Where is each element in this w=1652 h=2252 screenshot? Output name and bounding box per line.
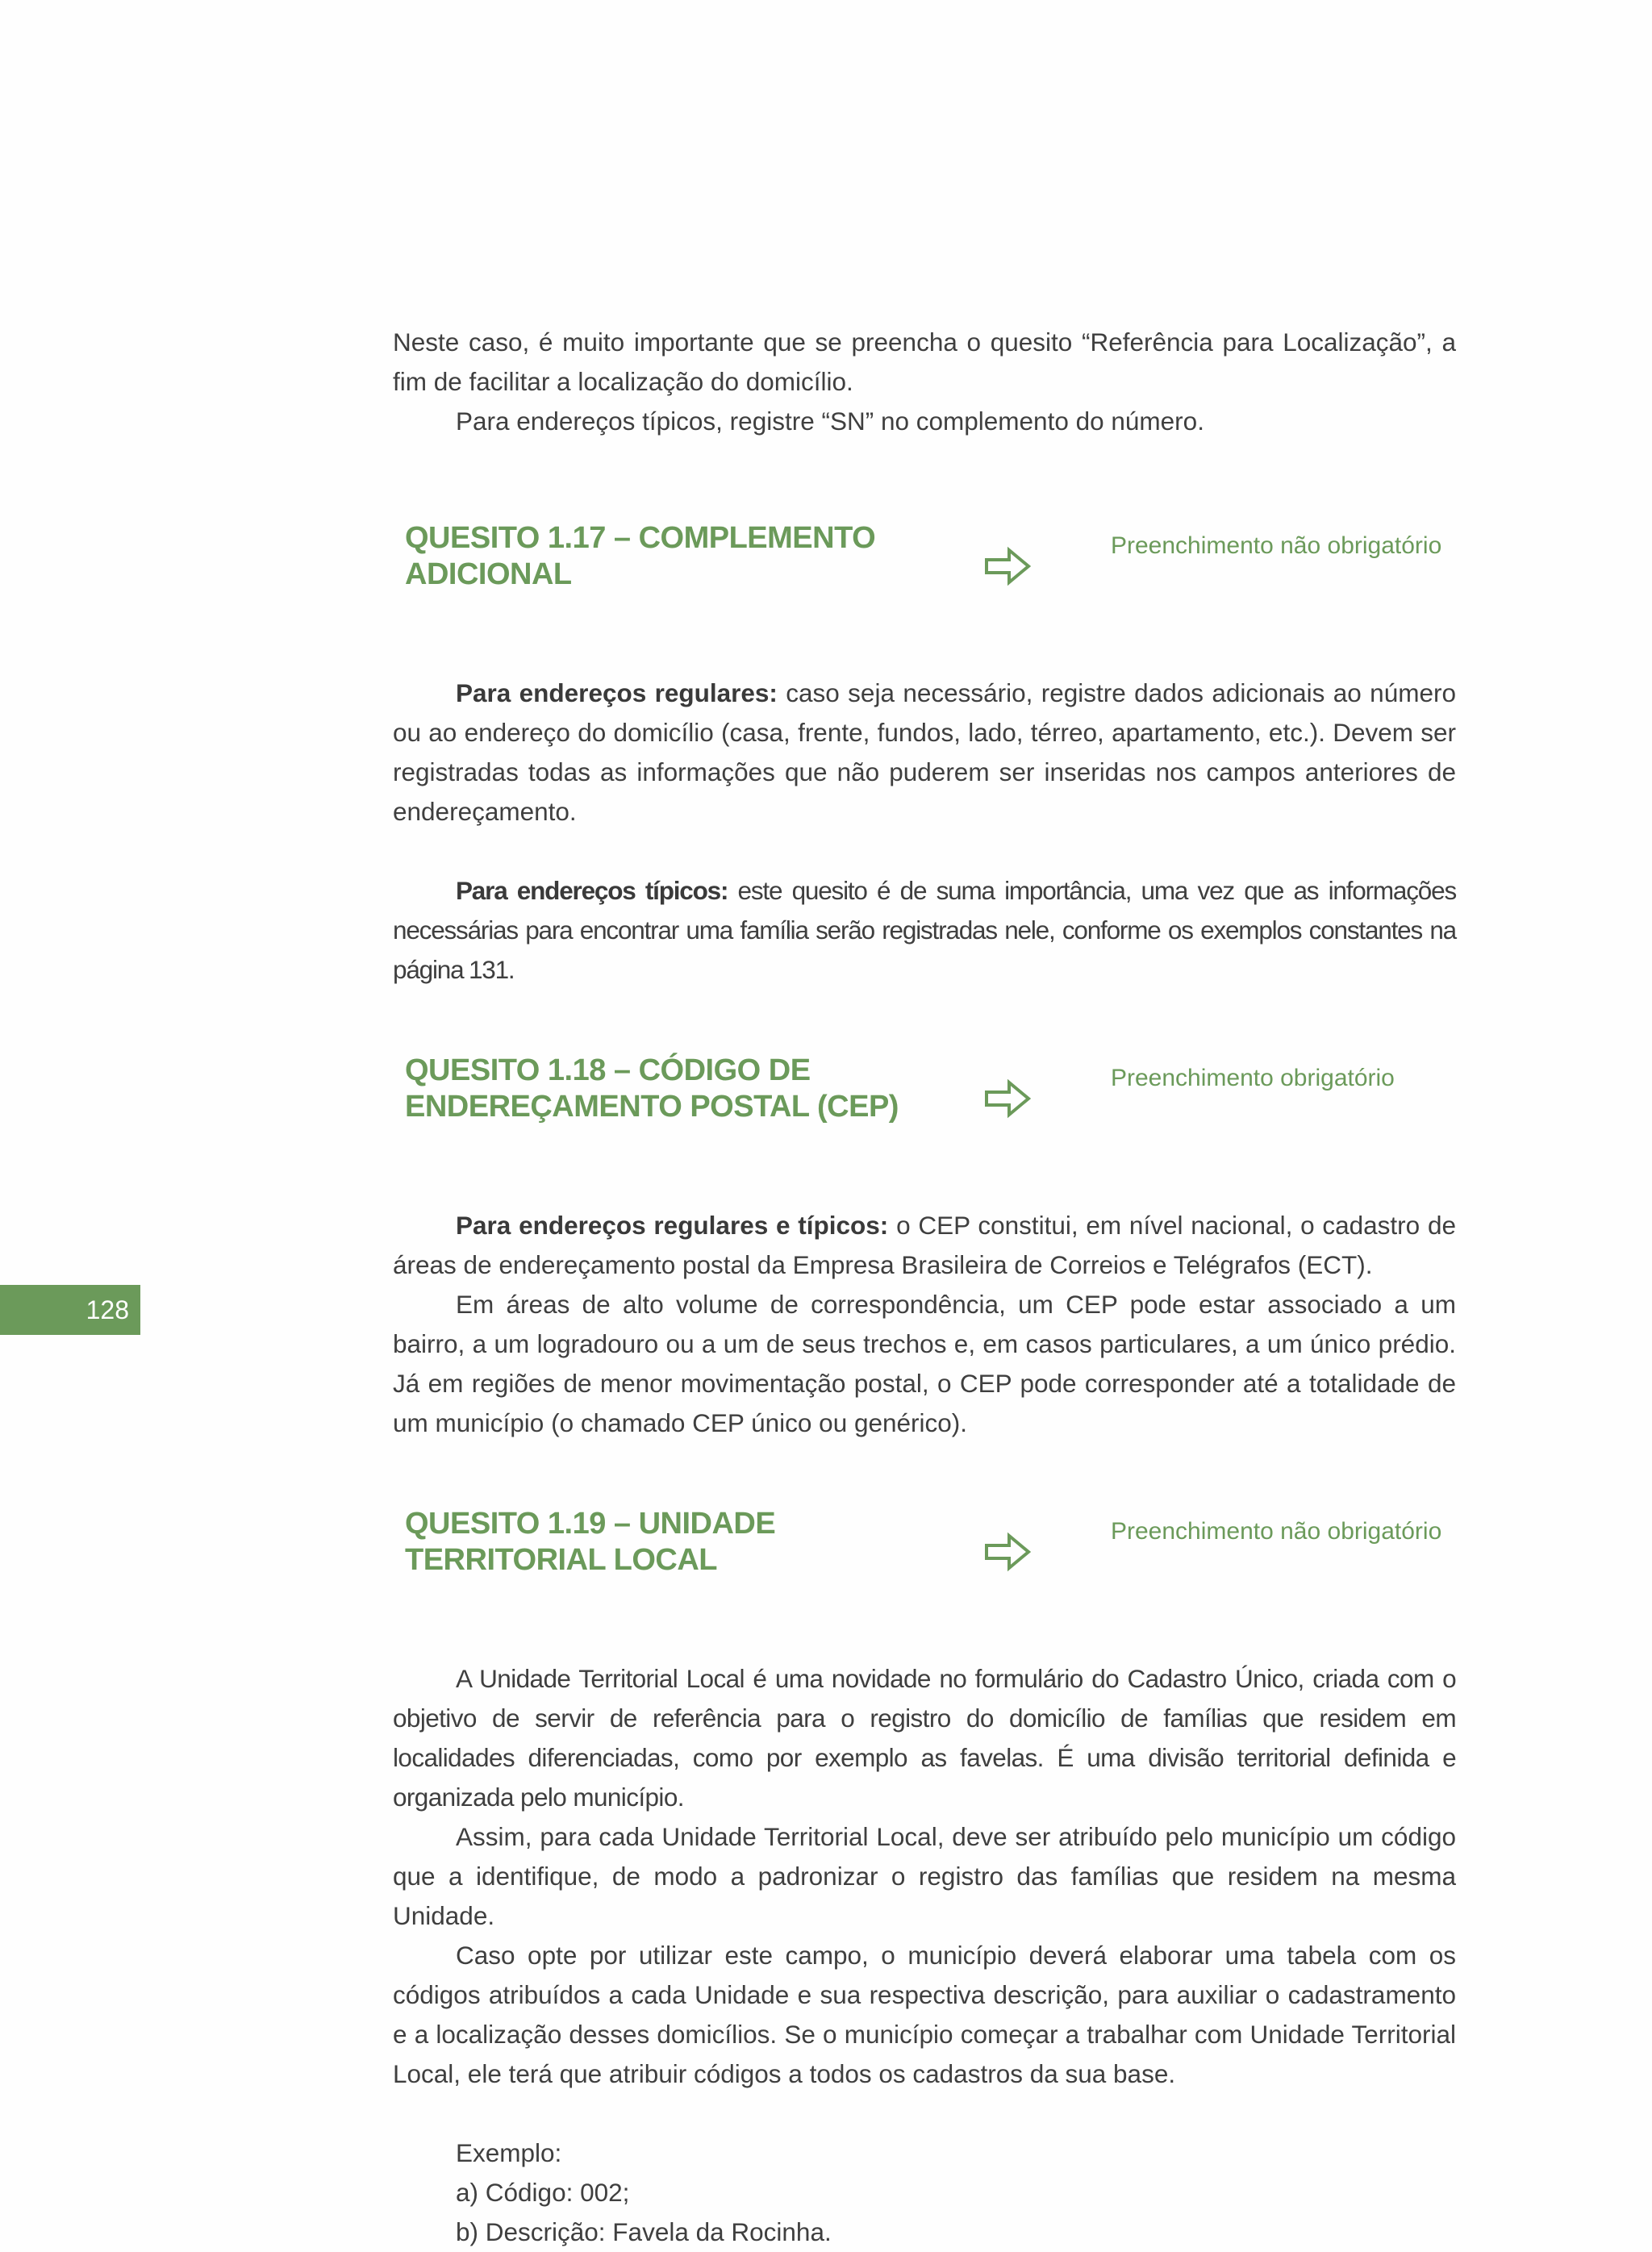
utl-table-paragraph: Caso opte por utilizar este campo, o município deverá elaborar uma tabela com os códigos atribuídos a cada Unidade e sua respectiva descrição, para auxiliar o cadastramento e a localização desses domicílios. Se o município começar a trabalhar com Unidade Territorial Local, ele terá que atribuir códigos a todos os cadastros da sua base. [393,1941,1456,2088]
page-number-tab [0,1285,140,1335]
paragraph-lead: Para endereços típicos: [456,876,728,905]
quesito-title: QUESITO 1.18 – CÓDIGO DE ENDEREÇAMENTO POSTAL (CEP) [405,1053,899,1124]
example-code: a) Código: 002; [456,2178,630,2207]
page-content [393,323,1456,2252]
arrow-right-outline-icon [984,546,1031,586]
quesito-1-19-header [405,1506,1456,1603]
page-number: 128 [86,1295,129,1324]
arrow-right-outline-icon [984,1532,1031,1572]
paragraph-lead: Para endereços regulares e típicos: [456,1211,889,1240]
quesito-title: QUESITO 1.17 – COMPLEMENTO ADICIONAL [405,521,876,591]
utl-definition-paragraph: A Unidade Territorial Local é uma novidade no formulário do Cadastro Único, criada com o objetivo de servir de referência para o registro do domicílio de famílias que residem em localidades diferenciadas, como por exemplo as favelas. É uma divisão territorial definida e organizada pelo município. [393,1664,1456,1812]
fill-status: Preenchimento não obrigatório [1111,1518,1442,1545]
intro-paragraph: Neste caso, é muito importante que se preencha o quesito “Referência para Localização”, a fim de facilitar a localização do domicílio. [393,327,1456,396]
example-description: b) Descrição: Favela da Rocinha. [456,2217,832,2246]
intro-paragraph-typical: Para endereços típicos, registre “SN” no complemento do número. [456,407,1204,436]
quesito-title: QUESITO 1.19 – UNIDADE TERRITORIAL LOCAL [405,1507,776,1577]
utl-code-paragraph: Assim, para cada Unidade Territorial Local, deve ser atribuído pelo município um código que a identifique, de modo a padronizar o registro das famílias que residem na mesma Unidade. [393,1822,1456,1930]
example-block [393,2133,1456,2252]
regular-address-paragraph: Para endereços regulares: caso seja necessário, registre dados adicionais ao número ou ao endereço do domicílio (casa, frente, fundos, lado, térreo, apartamento, etc.). Devem ser registradas todas as informações que não puderem ser inseridas nos campos anteriores de endereçamento. [393,678,1456,826]
example-label: Exemplo: [456,2138,562,2167]
arrow-right-outline-icon [984,1078,1031,1119]
fill-status: Preenchimento obrigatório [1111,1065,1395,1091]
paragraph-lead: Para endereços regulares: [456,678,778,707]
quesito-1-17-header [405,520,1456,617]
quesito-1-18-header [405,1053,1456,1149]
fill-status: Preenchimento não obrigatório [1111,532,1442,559]
cep-volume-paragraph: Em áreas de alto volume de correspondência, um CEP pode estar associado a um bairro, a um logradouro ou a um de seus trechos e, em casos particulares, a um único prédio. Já em regiões de menor movimentação postal, o CEP pode corresponder até a totalidade de um município (o chamado CEP único ou genérico). [393,1290,1456,1437]
typical-address-paragraph: Para endereços típicos: este quesito é de suma importância, uma vez que as informações necessárias para encontrar uma família serão registradas nele, conforme os exemplos constantes na página 131. [393,876,1456,984]
cep-definition-paragraph: Para endereços regulares e típicos: o CEP constitui, em nível nacional, o cadastro de áreas de endereçamento postal da Empresa Brasileira de Correios e Telégrafos (ECT). [393,1211,1456,1279]
